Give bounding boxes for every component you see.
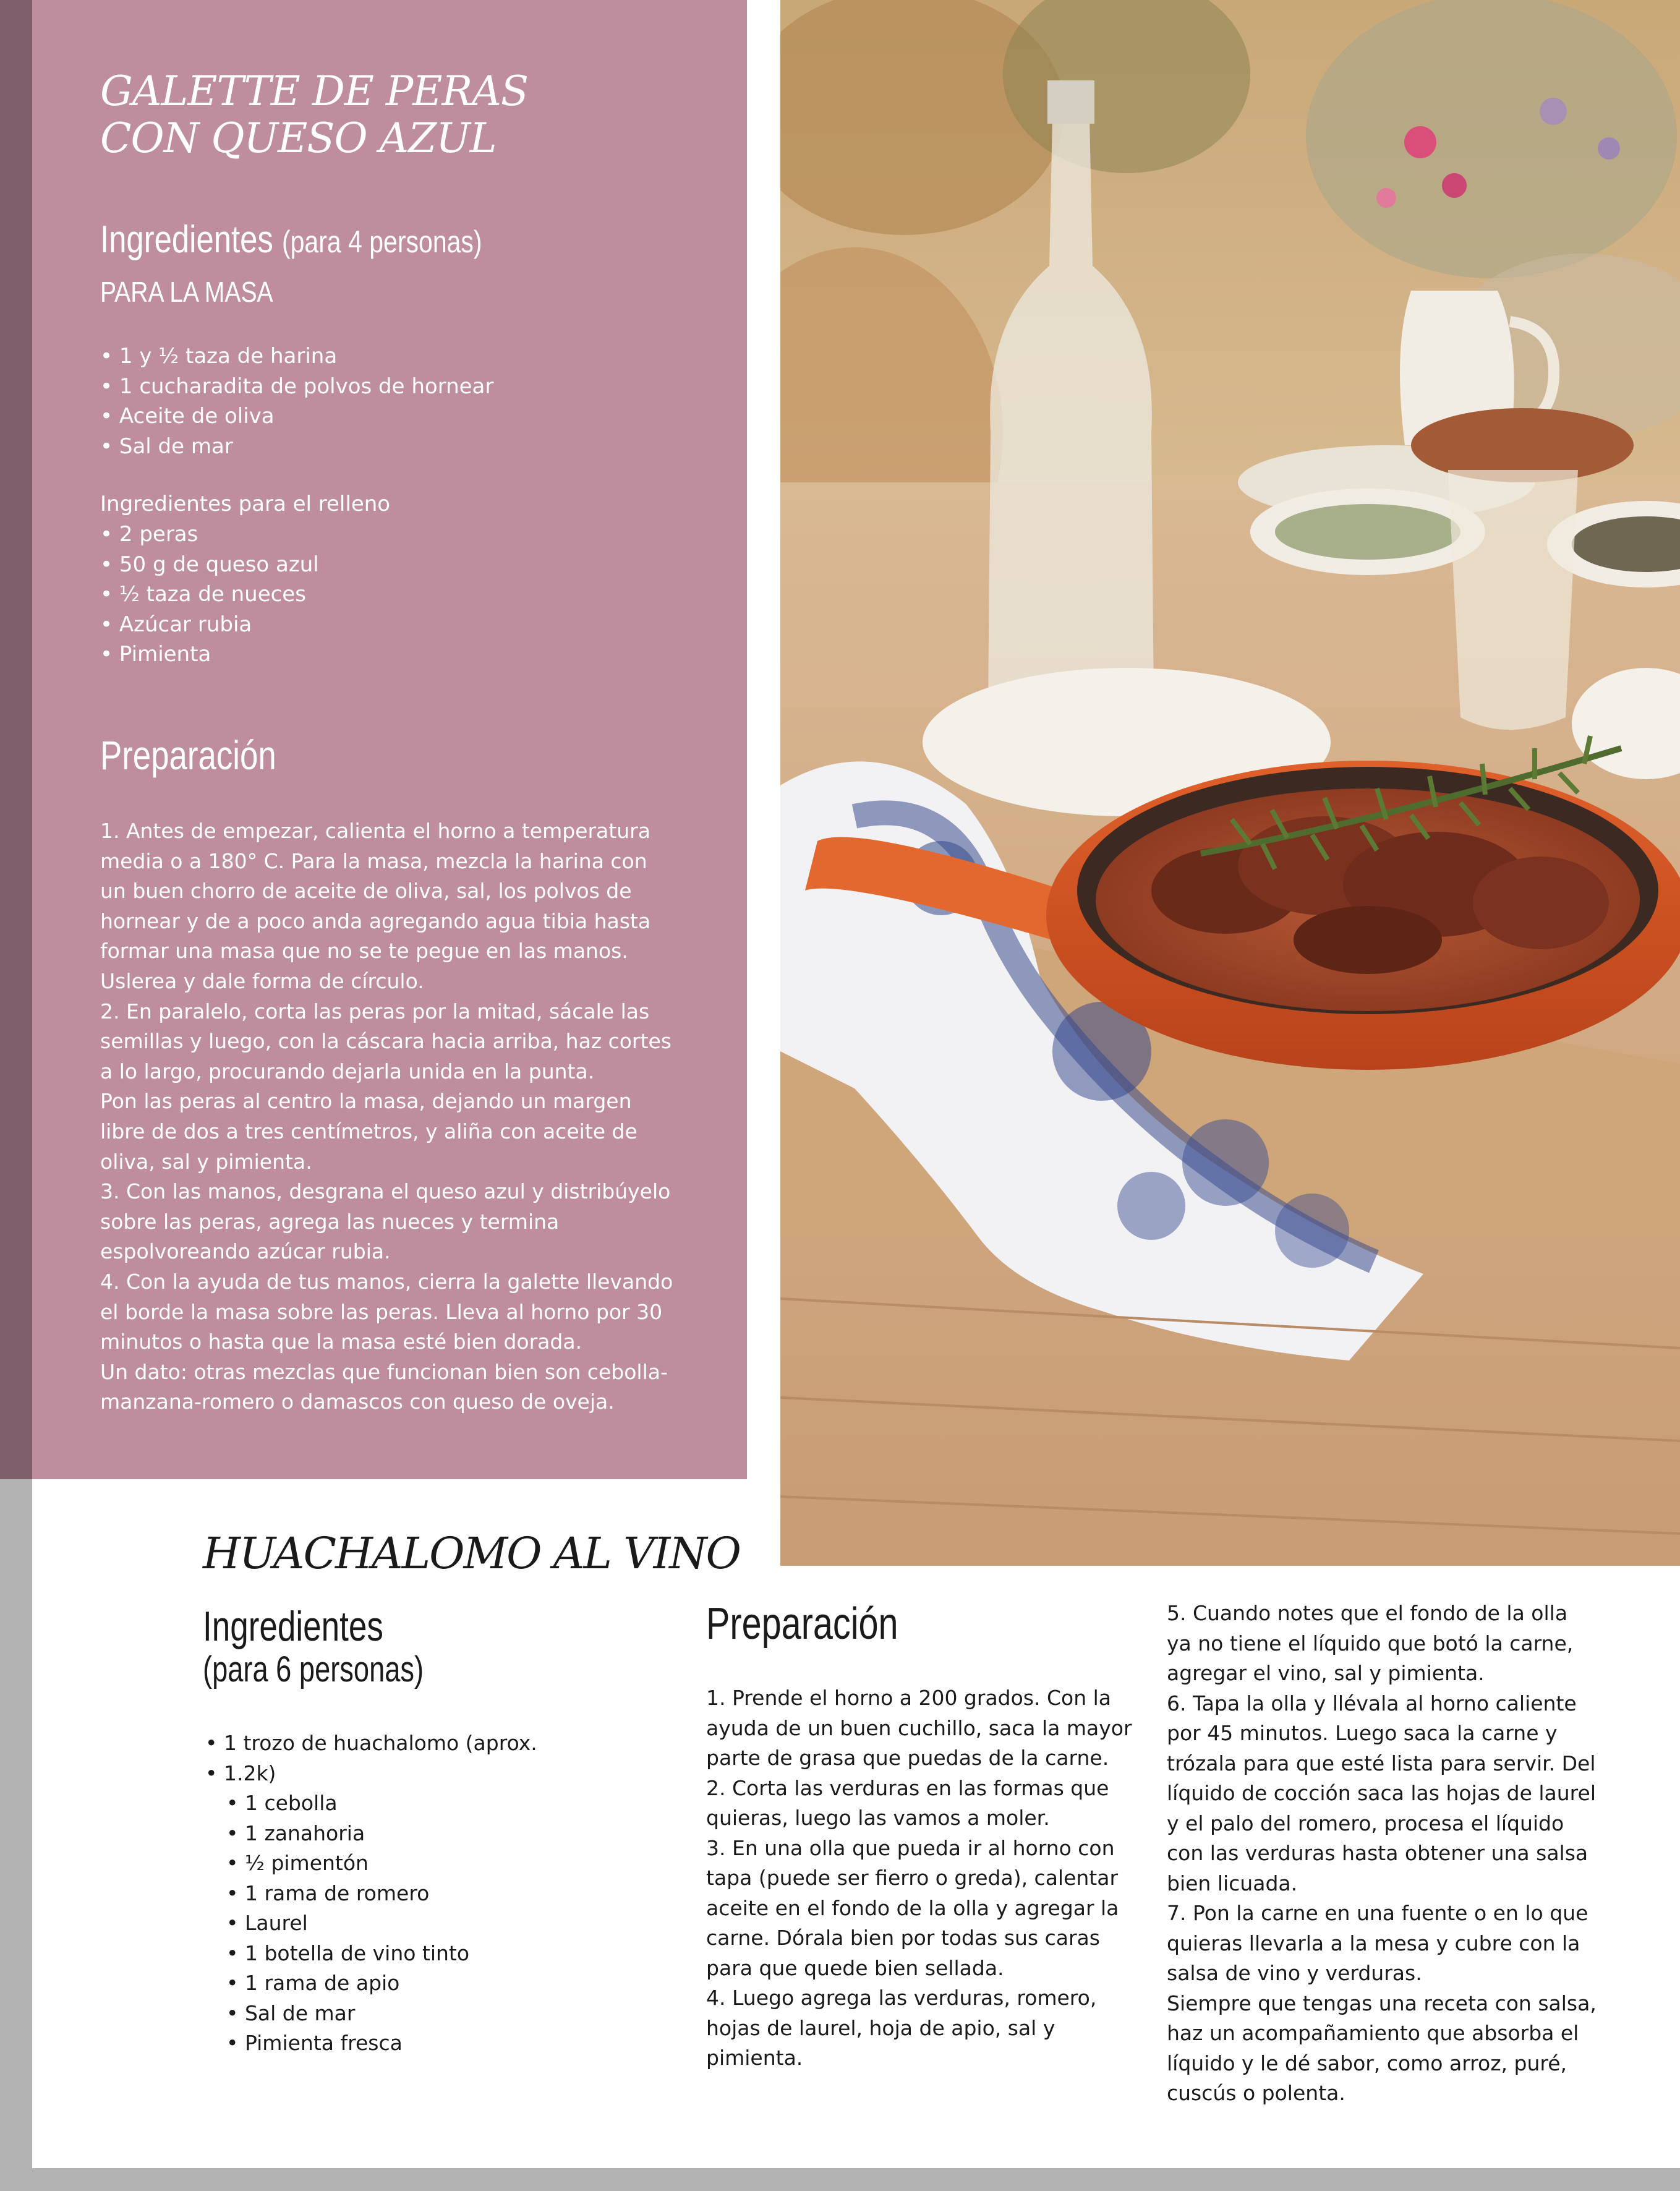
galette-preparation-text xyxy=(100,816,725,1417)
huachalomo-preparation-column-2 xyxy=(1167,1599,1600,2109)
text-line: hornear y de a poco anda agregando agua tibia hasta xyxy=(100,908,651,933)
galette-ingredients-label: Ingredientes xyxy=(100,218,273,261)
text-line: Pon las peras al centro la masa, dejando un margen xyxy=(100,1089,632,1114)
masa-ingredients-list xyxy=(100,341,493,461)
text-line: sobre las peras, agrega las nueces y termina xyxy=(100,1209,560,1234)
text-line: para que quede bien sellada. xyxy=(706,1955,1004,1980)
text-line: aceite en el fondo de la olla y agregar la xyxy=(706,1895,1119,1920)
text-line: semillas y luego, con la cáscara hacia arriba, haz cortes xyxy=(100,1029,672,1054)
text-line: media o a 180° C. Para la masa, mezcla la harina con xyxy=(100,848,647,873)
galette-recipe-title xyxy=(100,68,688,162)
text-line: líquido y le dé sabor, como arroz, puré, xyxy=(1167,2051,1567,2075)
text-line: y el palo del romero, procesa el líquido xyxy=(1167,1811,1564,1835)
text-line: a lo largo, procurando dejarla unida en la punta. xyxy=(100,1059,595,1083)
text-line: con las verduras hasta obtener una salsa xyxy=(1167,1841,1588,1865)
relleno-ingredients-list xyxy=(100,519,319,670)
text-line: formar una masa que no se te pegue en las manos. xyxy=(100,939,628,963)
galette-ingredients-heading xyxy=(100,218,482,262)
text-line: 3. Con las manos, desgrana el queso azul y distribúyelo xyxy=(100,1179,671,1204)
list-item: • Pimienta xyxy=(100,639,319,670)
huachalomo-ingredients-heading: Ingredientes xyxy=(203,1603,383,1650)
text-line: 3. En una olla que pueda ir al horno con xyxy=(706,1835,1115,1860)
text-line: cuscús o polenta. xyxy=(1167,2081,1345,2105)
masa-heading: PARA LA MASA xyxy=(100,276,273,308)
text-line: libre de dos a tres centímetros, y aliña con aceite de xyxy=(100,1119,637,1143)
list-item: • ½ pimentón xyxy=(205,1848,552,1879)
list-item: • 1 trozo de huachalomo (aprox. xyxy=(205,1728,552,1759)
text-line: hojas de laurel, hoja de apio, sal y xyxy=(706,2015,1055,2040)
text-line: haz un acompañamiento que absorba el xyxy=(1167,2021,1579,2045)
text-line: 4. Con la ayuda de tus manos, cierra la galette llevando xyxy=(100,1269,673,1294)
text-line: Siempre que tengas una receta con salsa, xyxy=(1167,1991,1597,2015)
text-line: por 45 minutos. Luego saca la carne y xyxy=(1167,1721,1558,1745)
galette-title-line-2: CON QUESO AZUL xyxy=(100,114,497,162)
list-item: • ½ taza de nueces xyxy=(100,579,319,610)
text-line: Un dato: otras mezclas que funcionan bien son cebolla- xyxy=(100,1359,668,1384)
text-line: ayuda de un buen cuchillo, saca la mayor xyxy=(706,1715,1132,1740)
relleno-heading: Ingredientes para el relleno xyxy=(100,492,391,516)
text-line: manzana-romero o damascos con queso de oveja. xyxy=(100,1390,615,1414)
text-line: parte de grasa que puedas de la carne. xyxy=(706,1746,1109,1770)
text-line: Uslerea y dale forma de círculo. xyxy=(100,968,424,993)
text-line: 6. Tapa la olla y llévala al horno caliente xyxy=(1167,1691,1577,1715)
text-line: oliva, sal y pimienta. xyxy=(100,1149,312,1174)
galette-servings: (para 4 personas) xyxy=(281,224,482,259)
list-item: • 50 g de queso azul xyxy=(100,550,319,580)
text-line: 7. Pon la carne en una fuente o en lo que xyxy=(1167,1901,1588,1925)
list-item: • Azúcar rubia xyxy=(100,610,319,640)
galette-title-line-1: GALETTE DE PERAS xyxy=(100,67,529,115)
huachalomo-ingredients-list xyxy=(205,1728,552,2059)
text-line: 2. Corta las verduras en las formas que xyxy=(706,1775,1109,1800)
list-item: • 1 rama de romero xyxy=(205,1879,552,1909)
text-line: espolvoreando azúcar rubia. xyxy=(100,1239,391,1264)
list-item: • Laurel xyxy=(205,1908,552,1939)
text-line: ya no tiene el líquido que botó la carne, xyxy=(1167,1631,1574,1655)
list-item: • 1 zanahoria xyxy=(205,1819,552,1849)
text-line: 4. Luego agrega las verduras, romero, xyxy=(706,1986,1097,2010)
huachalomo-preparation-heading: Preparación xyxy=(706,1599,898,1649)
list-item: • 1 cebolla xyxy=(205,1788,552,1819)
text-line: minutos o hasta que la masa esté bien dorada. xyxy=(100,1330,582,1354)
food-photo xyxy=(780,0,1680,1566)
text-line: bien licuada. xyxy=(1167,1871,1298,1895)
list-item: • Sal de mar xyxy=(205,1999,552,2029)
text-line: carne. Dórala bien por todas sus caras xyxy=(706,1926,1100,1950)
list-item-continuation: • 1.2k) xyxy=(205,1759,552,1789)
text-line: el borde la masa sobre las peras. Lleva al horno por 30 xyxy=(100,1299,663,1324)
bottom-margin-bar xyxy=(0,2168,1680,2191)
text-line: pimienta. xyxy=(706,2046,803,2070)
list-item: • 1 rama de apio xyxy=(205,1968,552,1999)
text-line: 5. Cuando notes que el fondo de la olla xyxy=(1167,1601,1568,1625)
text-line: 1. Antes de empezar, calienta el horno a temperatura xyxy=(100,819,650,843)
text-line: quieras, luego las vamos a moler. xyxy=(706,1806,1050,1830)
galette-preparation-heading: Preparación xyxy=(100,732,276,778)
huachalomo-preparation-column-1 xyxy=(706,1683,1139,2074)
huachalomo-recipe-title: HUACHALOMO AL VINO xyxy=(203,1528,740,1579)
list-item: • Sal de mar xyxy=(100,432,493,462)
list-item: • 1 cucharadita de polvos de hornear xyxy=(100,372,493,402)
list-item: • Pimienta fresca xyxy=(205,2028,552,2059)
text-line: 1. Prende el horno a 200 grados. Con la xyxy=(706,1686,1112,1710)
text-line: tapa (puede ser fierro o greda), calentar xyxy=(706,1866,1119,1890)
list-item: • 1 y ½ taza de harina xyxy=(100,341,493,372)
text-line: un buen chorro de aceite de oliva, sal, los polvos de xyxy=(100,879,632,903)
panel-accent-strip xyxy=(0,0,32,1479)
text-line: quieras llevarla a la mesa y cubre con la xyxy=(1167,1931,1580,1955)
list-item: • 1 botella de vino tinto xyxy=(205,1939,552,1969)
list-item: • 2 peras xyxy=(100,519,319,550)
text-line: 2. En paralelo, corta las peras por la mitad, sácale las xyxy=(100,999,650,1023)
text-line: líquido de cocción saca las hojas de laurel xyxy=(1167,1781,1596,1805)
text-line: trózala para que esté lista para servir. Del xyxy=(1167,1751,1596,1775)
huachalomo-servings: (para 6 personas) xyxy=(203,1649,424,1689)
text-line: salsa de vino y verduras. xyxy=(1167,1961,1422,1985)
text-line: agregar el vino, sal y pimienta. xyxy=(1167,1661,1485,1685)
list-item: • Aceite de oliva xyxy=(100,401,493,432)
